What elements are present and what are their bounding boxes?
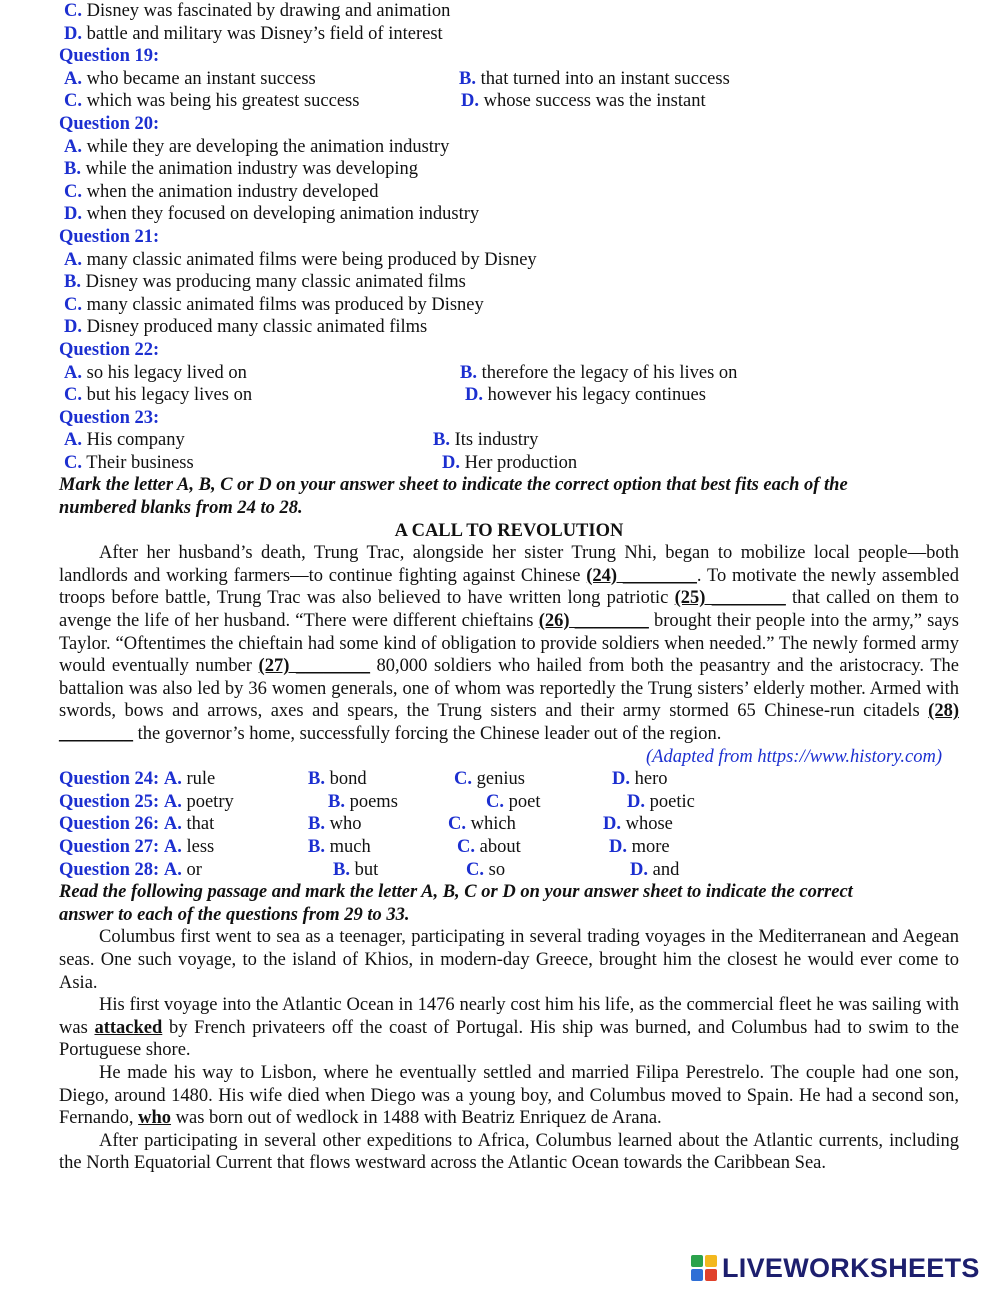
question-28-row: Question 28: A. or B. but C. so D. and (59, 859, 680, 880)
instruction-24-28-line2: numbered blanks from 24 to 28. (59, 498, 303, 519)
option-q24-b[interactable]: B. bond (308, 769, 367, 790)
question-23-label: Question 23: (59, 407, 160, 428)
option-q24-a[interactable]: A. rule (163, 769, 216, 790)
worksheet-page (59, 0, 959, 1175)
question-22-label: Question 22: (59, 339, 160, 360)
option-q22-a[interactable]: A. so his legacy lived on (64, 362, 247, 383)
instruction-29-33-line1: Read the following passage and mark the letter A, B, C or D on your answer sheet to indicate the correct (59, 882, 853, 903)
option-q20-d[interactable]: D. when they focused on developing animation industry (64, 204, 480, 225)
option-q23-a[interactable]: A. His company (64, 430, 185, 451)
option-q24-d[interactable]: D. hero (612, 769, 668, 790)
option-q18-d[interactable]: D. battle and military was Disney’s field of interest (64, 23, 443, 44)
option-q21-d[interactable]: D. Disney produced many classic animated films (64, 317, 428, 338)
blank-25[interactable]: (25) ________ (674, 588, 786, 609)
question-27-row: Question 27: A. less B. much C. about D. more (59, 836, 670, 857)
option-q22-d[interactable]: D. however his legacy continues (465, 385, 706, 406)
option-q20-a[interactable]: A. while they are developing the animation industry (64, 136, 450, 157)
source-citation: (Adapted from https://www.history.com) (646, 746, 942, 767)
option-q26-c[interactable]: C. which (448, 814, 516, 835)
blank-24[interactable]: (24) ________ (586, 565, 697, 586)
columbus-paragraph-3: He made his way to Lisbon, where he eventually settled and married Filipa Perestrelo. The couple had one son, Diego, around 1480. His wife died when Diego was a young boy, and Columbus moved to Spain. He had a second son, Fernando, who was born out of wedlock in 1488 with Beatriz Enriquez de Arana. (59, 1062, 959, 1129)
option-q25-c[interactable]: C. poet (486, 791, 541, 812)
option-q20-c[interactable]: C. when the animation industry developed (64, 181, 379, 202)
liveworksheets-logo (690, 1254, 980, 1282)
option-q27-a[interactable]: A. less (163, 836, 215, 857)
option-q21-a[interactable]: A. many classic animated films were being produced by Disney (64, 249, 537, 270)
question-25-row: Question 25: A. poetry B. poems C. poet D. poetic (59, 791, 695, 812)
option-q28-b[interactable]: B. but (333, 859, 379, 880)
option-q26-d[interactable]: D. whose (603, 814, 673, 835)
option-q23-d[interactable]: D. Her production (442, 452, 578, 473)
option-q20-b[interactable]: B. while the animation industry was developing (64, 159, 419, 180)
instruction-24-28-line1: Mark the letter A, B, C or D on your answer sheet to indicate the correct option that best fits each of the (59, 475, 848, 496)
option-q25-a[interactable]: A. poetry (163, 791, 234, 812)
passage-columbus (59, 926, 959, 1175)
passage-title: A CALL TO REVOLUTION (394, 520, 624, 541)
option-q26-b[interactable]: B. who (308, 814, 362, 835)
option-q24-c[interactable]: C. genius (454, 769, 525, 790)
option-q27-b[interactable]: B. much (308, 836, 371, 857)
blank-27[interactable]: (27) ________ (258, 656, 370, 677)
instruction-29-33-line2: answer to each of the questions from 29 to 33. (59, 904, 410, 925)
option-q28-c[interactable]: C. so (466, 859, 506, 880)
option-q19-a[interactable]: A. who became an instant success (64, 68, 316, 89)
option-q27-c[interactable]: C. about (457, 836, 521, 857)
option-q19-c[interactable]: C. which was being his greatest success (64, 91, 360, 112)
question-24-row: Question 24: A. rule B. bond C. genius D. hero (59, 769, 668, 790)
highlight-who: who (138, 1108, 172, 1129)
option-q19-b[interactable]: B. that turned into an instant success (459, 68, 730, 89)
option-q22-b[interactable]: B. therefore the legacy of his lives on (460, 362, 738, 383)
option-q27-d[interactable]: D. more (609, 836, 670, 857)
option-q26-a[interactable]: A. that (163, 814, 215, 835)
question-20-label: Question 20: (59, 113, 160, 134)
liveworksheets-logo-icon (690, 1254, 718, 1282)
blank-28[interactable]: (28) ________ (59, 701, 959, 744)
question-19-label: Question 19: (59, 46, 160, 67)
passage-call-to-revolution: After her husband’s death, Trung Trac, alongside her sister Trung Nhi, began to mobilize local people—both landlords and working farmers—to continue fighting against Chinese (24) ________. To motivate the newly assembled troops before battle, Trung Trac was also believed to have written long patriotic (25) ________ that called on them to avenge the life of her husband. “There were different chieftains (26) ________ brought their people into the army,” says Taylor. “Oftentimes the chieftain had some kind of obligation to provide soldiers when needed.” The newly formed army would eventually number (27) ________ 80,000 soldiers who hailed from both the peasantry and the aristocracy. The battalion was also led by 36 women generals, one of whom was reportedly the Trung sisters’ elderly mother. Armed with swords, bows and arrows, axes and spears, the Trung sisters and their army stormed 65 Chinese-run citadels (28) ________ the governor’s home, successfully forcing the Chinese leader out of the region. (59, 543, 959, 744)
option-q23-c[interactable]: C. Their business (64, 452, 194, 473)
blank-26[interactable]: (26) ________ (538, 611, 649, 632)
source-link[interactable]: https://www.history.com) (757, 746, 942, 767)
liveworksheets-logo-text: LIVEWORKSHEETS (722, 1252, 980, 1283)
columbus-paragraph-1: Columbus first went to sea as a teenager, participating in several trading voyages in the Mediterranean and Aegean seas. One such voyage, to the island of Khios, in modern-day Greece, brought him the closest he would ever come to Asia. (59, 927, 959, 993)
highlight-attacked: attacked (94, 1017, 163, 1038)
option-q28-d[interactable]: D. and (630, 859, 680, 880)
question-21-label: Question 21: (59, 226, 160, 247)
question-26-row: Question 26: A. that B. who C. which D. whose (59, 814, 673, 835)
columbus-paragraph-4: After participating in several other expeditions to Africa, Columbus learned about the Atlantic currents, including the North Equatorial Current that flows westward across the Atlantic Ocean towards the Caribbean Sea. (59, 1130, 959, 1174)
option-q21-b[interactable]: B. Disney was producing many classic animated films (64, 272, 466, 293)
option-q25-b[interactable]: B. poems (328, 791, 398, 812)
option-q28-a[interactable]: A. or (163, 859, 202, 880)
option-q22-c[interactable]: C. but his legacy lives on (64, 385, 253, 406)
option-q25-d[interactable]: D. poetic (627, 791, 695, 812)
option-q19-d[interactable]: D. whose success was the instant (461, 91, 706, 112)
option-q18-c[interactable]: C. Disney was fascinated by drawing and animation (64, 1, 451, 21)
option-q23-b[interactable]: B. Its industry (433, 430, 539, 451)
columbus-paragraph-2: His first voyage into the Atlantic Ocean in 1476 nearly cost him his life, as the commercial fleet he was sailing with was attacked by French privateers off the coast of Portugal. His ship was burned, and Columbus had to swim to the Portuguese shore. (59, 995, 959, 1061)
option-q21-c[interactable]: C. many classic animated films was produced by Disney (64, 294, 484, 315)
